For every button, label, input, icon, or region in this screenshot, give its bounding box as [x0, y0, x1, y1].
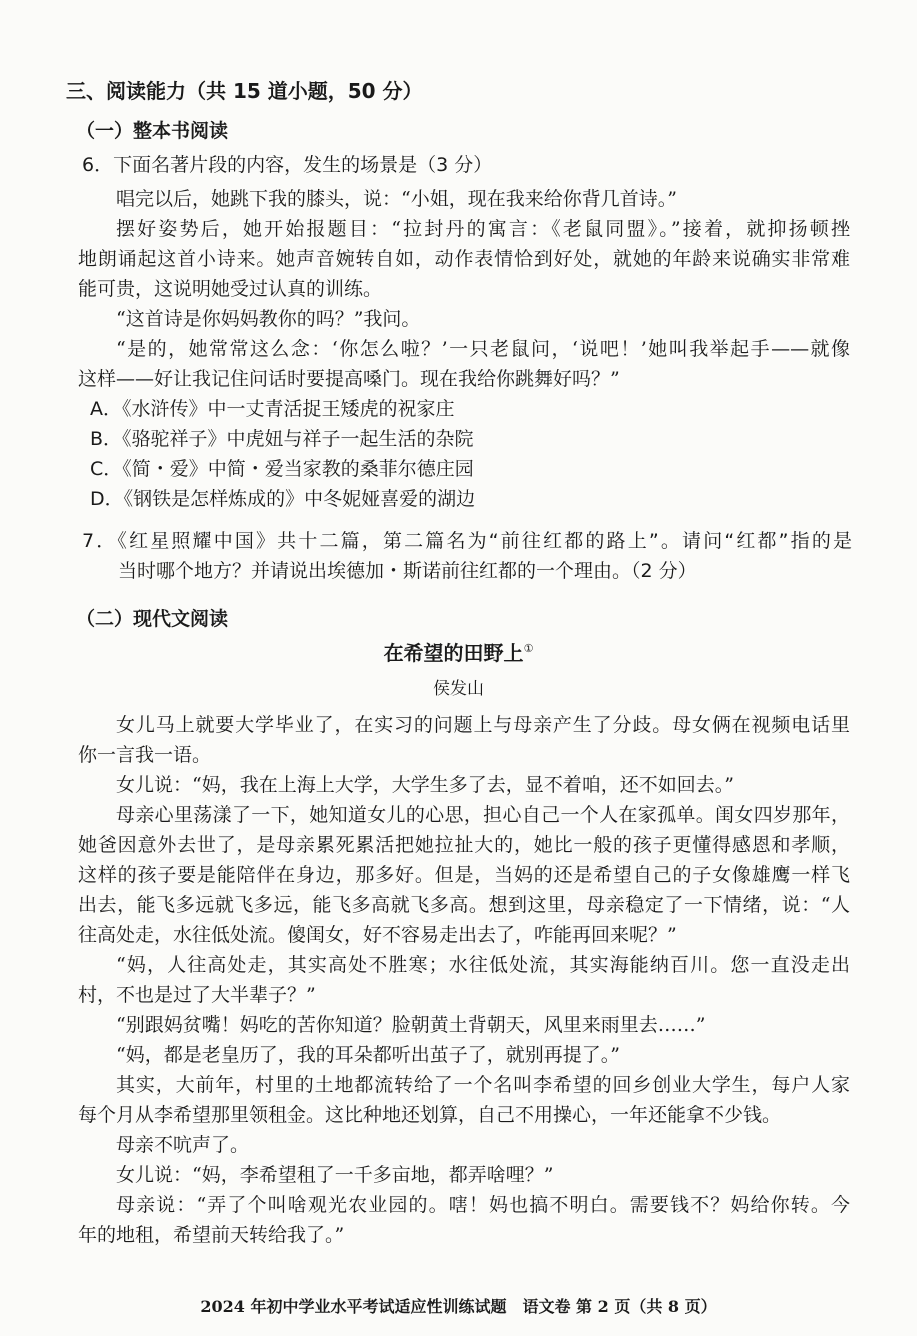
q6-option-a: A．《水浒传》中一丈青活捉王矮虎的祝家庄 [90, 398, 455, 420]
section-heading: 三、阅读能力（共 15 道小题，50 分） [66, 79, 423, 103]
article-line: 这样的孩子要是能陪伴在身边，那多好。但是，当妈的还是希望自己的子女像雄鹰一样飞 [78, 864, 850, 886]
article-title [0, 640, 917, 666]
article-line: 往高处走，水往低处流。傻闺女，好不容易走出去了，咋能再回来呢？” [78, 924, 677, 946]
article-line: 其实，大前年，村里的土地都流转给了一个名叫李希望的回乡创业大学生，每户人家 [116, 1074, 850, 1096]
q6-stem: 6．下面名著片段的内容，发生的场景是（3 分） [82, 154, 493, 176]
article-line: 出去，能飞多远就飞多远，能飞多高就飞多高。想到这里，母亲稳定了一下情绪，说：“人 [78, 894, 850, 916]
article-line: “妈，人往高处走，其实高处不胜寒；水往低处流，其实海能纳百川。您一直没走出 [116, 954, 850, 976]
q6-passage-line: “是的，她常常这么念：‘你怎么啦？’一只老鼠问，‘说吧！’她叫我举起手——就像 [116, 338, 850, 360]
article-line: 村，不也是过了大半辈子？” [78, 984, 316, 1006]
q7-line: 当时哪个地方？并请说出埃德加・斯诺前往红都的一个理由。（2 分） [118, 560, 697, 582]
article-line: 每个月从李希望那里领租金。这比种地还划算，自己不用操心，一年还能拿不少钱。 [78, 1104, 782, 1126]
article-line: “别跟妈贫嘴！妈吃的苦你知道？脸朝黄土背朝天，风里来雨里去……” [116, 1014, 706, 1036]
article-line: 母亲说：“弄了个叫啥观光农业园的。嗐！妈也搞不明白。需要钱不？妈给你转。今 [116, 1194, 850, 1216]
q6-option-b: B．《骆驼祥子》中虎妞与祥子一起生活的杂院 [90, 428, 474, 450]
article-line: 年的地租，希望前天转给我了。” [78, 1224, 345, 1246]
q6-passage-line: 这样——好让我记住问话时要提高嗓门。现在我给你跳舞好吗？” [78, 368, 620, 390]
article-line: 母亲不吭声了。 [116, 1134, 250, 1156]
q6-passage-line: 能可贵，这说明她受过认真的训练。 [78, 278, 383, 300]
q6-option-d: D．《钢铁是怎样炼成的》中冬妮娅喜爱的湖边 [90, 488, 476, 510]
part2-heading: （二）现代文阅读 [76, 608, 229, 630]
article-title-text: 在希望的田野上 [383, 641, 524, 665]
part1-heading: （一）整本书阅读 [76, 120, 229, 142]
article-line: “妈，都是老皇历了，我的耳朵都听出茧子了，就别再提了。” [116, 1044, 620, 1066]
article-line: 母亲心里荡漾了一下，她知道女儿的心思，担心自己一个人在家孤单。闺女四岁那年， [116, 804, 850, 826]
article-line: 女儿说：“妈，李希望租了一千多亩地，都弄啥哩？” [116, 1164, 554, 1186]
article-line: 你一言我一语。 [78, 744, 212, 766]
page-footer: 2024 年初中学业水平考试适应性训练试题 语文卷 第 2 页（共 8 页） [200, 1297, 717, 1316]
q6-passage-line: 唱完以后，她跳下我的膝头，说：“小姐，现在我来给你背几首诗。” [116, 188, 677, 210]
article-line: 她爸因意外去世了，是母亲累死累活把她拉扯大的，她比一般的孩子更懂得感恩和孝顺， [78, 834, 850, 856]
q7-line: 7．《红星照耀中国》共十二篇，第二篇名为“前往红都的路上”。请问“红都”指的是 [82, 530, 852, 552]
q6-passage-line: 地朗诵起这首小诗来。她声音婉转自如，动作表情恰到好处，就她的年龄来说确实非常难 [78, 248, 850, 270]
q6-passage-line: “这首诗是你妈妈教你的吗？”我问。 [116, 308, 421, 330]
article-author: 侯发山 [433, 679, 484, 699]
footnote-mark: ① [523, 642, 534, 655]
q6-passage-line: 摆好姿势后，她开始报题目：“拉封丹的寓言：《老鼠同盟》。”接着，就抑扬顿挫 [116, 218, 850, 240]
q6-option-c: C．《简・爱》中简・爱当家教的桑菲尔德庄园 [90, 458, 474, 480]
article-line: 女儿马上就要大学毕业了，在实习的问题上与母亲产生了分歧。母女俩在视频电话里 [116, 714, 850, 736]
article-line: 女儿说：“妈，我在上海上大学，大学生多了去，显不着咱，还不如回去。” [116, 774, 734, 796]
